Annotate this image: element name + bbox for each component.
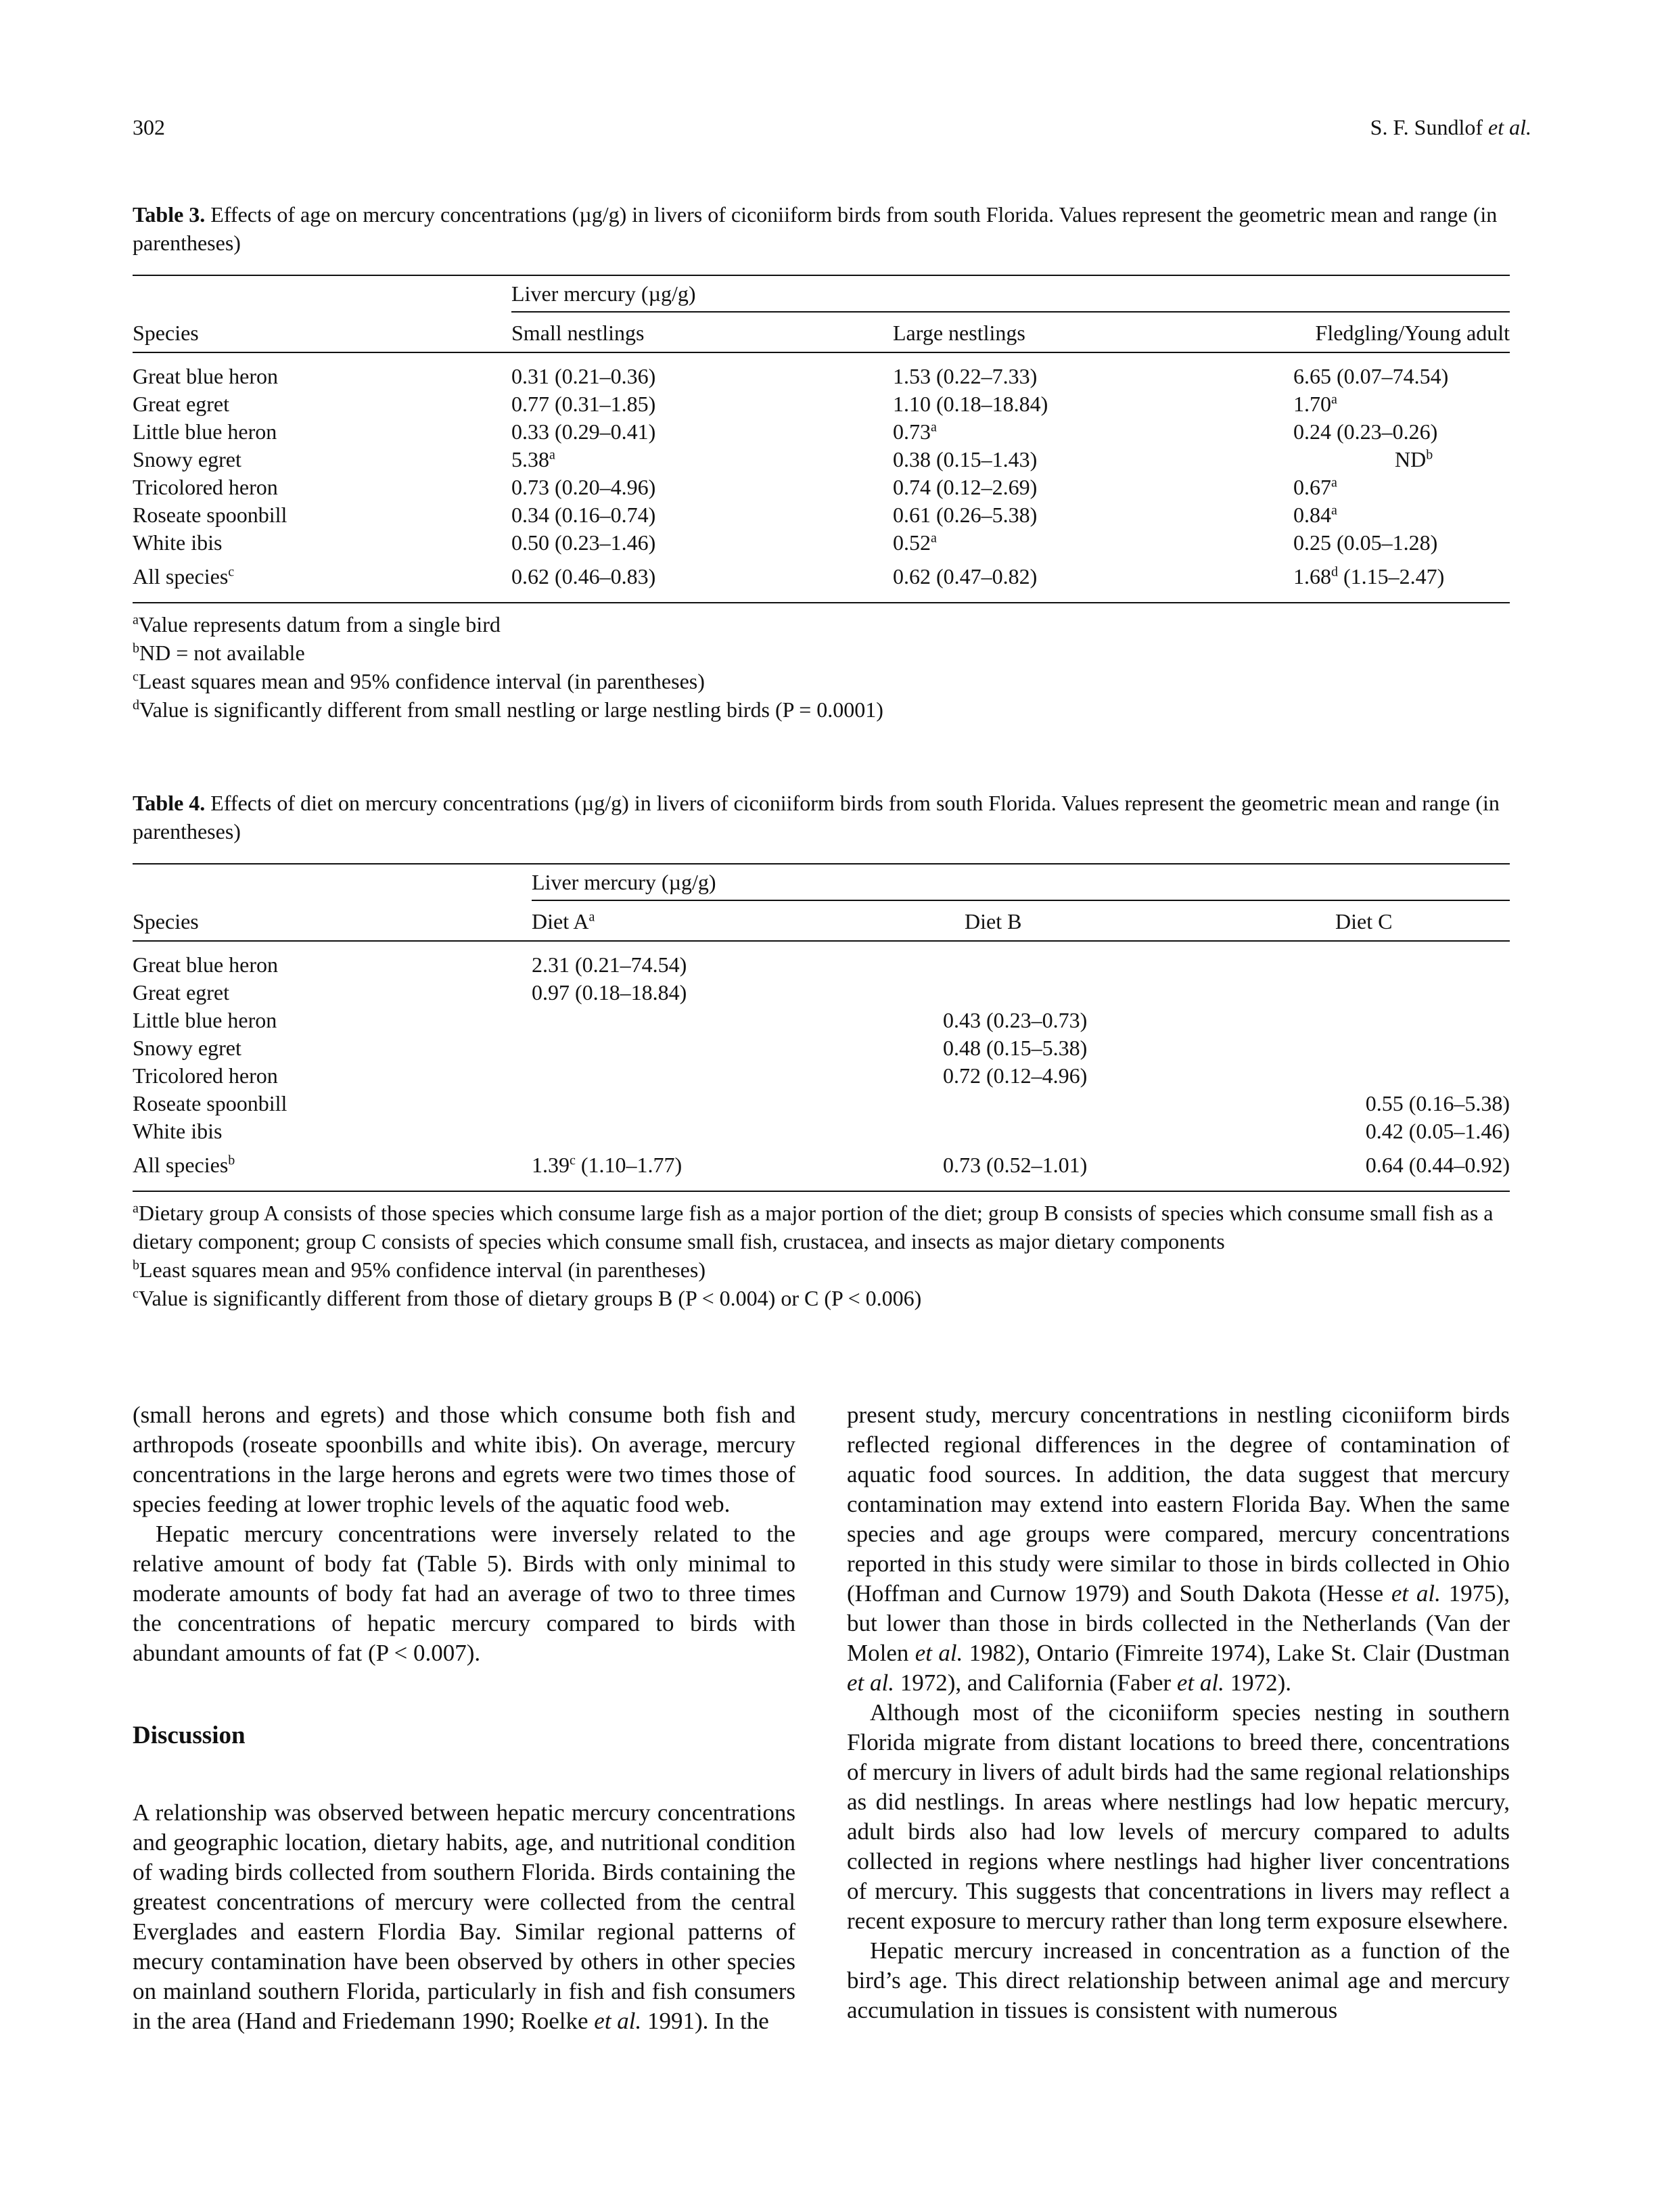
table-row-species: Tricolored heron <box>133 1063 278 1088</box>
table-row-small <box>511 418 655 445</box>
table-row-small <box>511 390 655 417</box>
table-row-large <box>893 529 937 556</box>
table-row-fledge <box>1293 474 1337 501</box>
table-row-fledge-value: 0.24 (0.23–0.26) <box>1293 419 1438 444</box>
table-row-diet-a: 0.97 (0.18–18.84) <box>532 980 687 1005</box>
footnote-text: Dietary group A consists of those species which consume large fish as a major portion of the diet; group B consists of species which consume small fish as a dietary component; group C consists of species which consume small fish, crustacea, and insects as major dietary components <box>133 1201 1494 1253</box>
table-row-large-value: 0.52 <box>893 530 931 555</box>
table-row-diet-c: 0.42 (0.05–1.46) <box>1365 1119 1510 1143</box>
right-paragraph-2: Although most of the ciconiiform species nesting in southern Florida migrate from distant locations to breed there, concentrations of mercury in livers of adult birds had the same regional relationships as did nestlings. In areas where nestlings had low hepatic mercury, adult birds also had low levels of mercury compared to adults collected in regions where nestlings had higher liver concentrations of mercury. This suggests that concentrations in livers may reflect a recent exposure to mercury rather than long term exposure elsewhere. <box>847 1699 1510 1934</box>
table-row-large-sup: a <box>931 419 937 435</box>
footnote-text: Value is significantly different from small nestling or large nestling birds (P = 0.0001) <box>139 697 883 722</box>
right-p1-et-al-2: et al. <box>915 1640 963 1666</box>
table-row-small-value: 0.34 (0.16–0.74) <box>511 503 656 527</box>
left-paragraph-3 <box>133 1798 795 2036</box>
table-total-diet-a-value: 1.39 <box>532 1153 570 1177</box>
footnote <box>133 1284 1510 1312</box>
footnote <box>133 1199 1510 1255</box>
footnote-mark: c <box>133 1286 139 1301</box>
table-row-small-value: 5.38 <box>511 447 549 471</box>
table-total-species-value: All species <box>133 1153 229 1177</box>
table-row-species: Snowy egret <box>133 447 241 471</box>
footnote <box>133 1255 1510 1284</box>
table-row-small <box>511 474 655 501</box>
table-3-caption <box>133 200 1510 257</box>
footnote <box>133 695 1510 724</box>
table-3-col-large: Large nestlings <box>893 321 1025 345</box>
table-row-fledge <box>1293 418 1437 445</box>
left-paragraph-2: Hepatic mercury concentrations were inversely related to the relative amount of body fat (Table 5). Birds with only minimal to moderate amounts of body fat had an average of two to three times the concentrations of hepatic mercury compared to birds with abundant amounts of fat (P < 0.007). <box>133 1521 795 1666</box>
table-3-group-header: Liver mercury (µg/g) <box>511 281 696 306</box>
page-number: 302 <box>133 115 165 139</box>
table-row-large <box>893 501 1037 528</box>
footnote <box>133 610 1510 639</box>
table-4-grid <box>133 846 1510 1199</box>
table-row-large-value: 0.73 <box>893 419 931 444</box>
table-total-species <box>133 1151 235 1178</box>
table-row-diet-c: 0.55 (0.16–5.38) <box>1365 1091 1510 1115</box>
footnote-mark: a <box>133 1201 139 1216</box>
table-row-diet-b: 0.72 (0.12–4.96) <box>943 1063 1088 1088</box>
table-row-large <box>893 446 1037 473</box>
table-4-label: Table 4. <box>133 791 206 815</box>
table-row-species: Great blue heron <box>133 952 279 977</box>
table-3-label: Table 3. <box>133 202 206 227</box>
table-total-diet-a <box>532 1151 682 1178</box>
table-row-small-value: 0.33 (0.29–0.41) <box>511 419 656 444</box>
table-row-species: Little blue heron <box>133 419 277 444</box>
authors-text: S. F. Sundlof <box>1370 115 1489 139</box>
table-total-diet-c: 0.64 (0.44–0.92) <box>1365 1153 1510 1177</box>
running-head-authors <box>1370 115 1531 140</box>
right-column <box>847 1400 1510 2025</box>
right-paragraph-1 <box>847 1400 1510 1698</box>
right-p1-c: 1982), Ontario (Fimreite 1974), Lake St. Clair (Dustman <box>963 1640 1510 1666</box>
table-row-fledge-value: 6.65 (0.07–74.54) <box>1293 364 1449 388</box>
table-3-col-small: Small nestlings <box>511 321 645 345</box>
table-3-col-fledge: Fledgling/Young adult <box>1315 321 1510 345</box>
table-row-diet-b: 0.48 (0.15–5.38) <box>943 1036 1088 1060</box>
authors-et-al: et al. <box>1488 115 1531 139</box>
table-row-fledge-value: 0.25 (0.05–1.28) <box>1293 530 1438 555</box>
table-total-diet-a-sup: c <box>570 1153 576 1168</box>
diet-a-label: Diet A <box>532 909 589 934</box>
table-3-col-species: Species <box>133 321 199 345</box>
right-p1-b: 1975), but lower than those in birds collected in the Netherlands (Van der Molen <box>847 1580 1510 1666</box>
table-row-small-sup: a <box>549 447 555 463</box>
table-row-small-value: 0.73 (0.20–4.96) <box>511 475 656 499</box>
table-row-fledge <box>1395 446 1433 473</box>
table-total-species-value: All species <box>133 564 229 589</box>
right-p1-et-al-1: et al. <box>1391 1580 1441 1607</box>
footnote-text: Value is significantly different from those of dietary groups B (P < 0.004) or C (P < 0.006) <box>138 1286 922 1310</box>
table-row-large-value: 1.10 (0.18–18.84) <box>893 392 1048 416</box>
table-3-header-rule <box>133 352 1510 353</box>
table-3-group-rule <box>511 311 1510 313</box>
table-row-fledge-sup: a <box>1331 475 1337 490</box>
table-4-group-header: Liver mercury (µg/g) <box>532 870 716 894</box>
table-3-grid <box>133 257 1510 610</box>
table-row-small <box>511 501 655 528</box>
table-total-species <box>133 563 234 590</box>
table-row-large <box>893 363 1037 390</box>
table-total-fledge-sup: d <box>1331 564 1338 580</box>
right-p1-d: 1972), and California (Faber <box>894 1669 1177 1696</box>
diet-a-sup: a <box>588 909 595 925</box>
table-4 <box>133 789 1510 1312</box>
left-column <box>133 1400 795 2036</box>
table-row-small-value: 0.31 (0.21–0.36) <box>511 364 656 388</box>
table-row-species: White ibis <box>133 530 223 555</box>
table-row-species: Great egret <box>133 980 230 1005</box>
left-p3-b: 1991). In the <box>641 2008 769 2034</box>
left-paragraph-1: (small herons and egrets) and those which consume both fish and arthropods (roseate spoonbills and white ibis). On average, mercury concentrations in the large herons and egrets were two times those of species feeding at lower trophic levels of the aquatic food web. <box>133 1402 795 1517</box>
left-p3-et-al: et al. <box>594 2008 642 2034</box>
table-row-diet-a: 2.31 (0.21–74.54) <box>532 952 687 977</box>
table-4-col-species: Species <box>133 909 199 934</box>
footnote-mark: d <box>133 697 139 713</box>
table-4-bottom-rule <box>133 1191 1510 1192</box>
right-p1-et-al-4: et al. <box>1176 1669 1224 1696</box>
table-row-small-value: 0.50 (0.23–1.46) <box>511 530 656 555</box>
table-row-species: White ibis <box>133 1119 223 1143</box>
table-row-species: Great blue heron <box>133 364 279 388</box>
table-row-fledge <box>1293 363 1448 390</box>
table-total-diet-b: 0.73 (0.52–1.01) <box>943 1153 1088 1177</box>
table-row-species: Great egret <box>133 392 230 416</box>
table-row-large <box>893 418 937 445</box>
footnote-text: ND = not available <box>139 641 305 665</box>
footnote-text: Value represents datum from a single bird <box>138 612 501 637</box>
right-p1-et-al-3: et al. <box>847 1669 894 1696</box>
table-row-fledge <box>1293 390 1337 417</box>
table-row-species: Snowy egret <box>133 1036 241 1060</box>
table-3-bottom-rule <box>133 602 1510 603</box>
running-head <box>133 115 1531 149</box>
table-total-fledge <box>1293 563 1444 590</box>
section-heading-discussion: Discussion <box>133 1722 246 1749</box>
table-row-large-value: 0.74 (0.12–2.69) <box>893 475 1038 499</box>
table-row-fledge-value: ND <box>1395 447 1427 471</box>
table-total-large: 0.62 (0.47–0.82) <box>893 564 1038 589</box>
table-4-caption <box>133 789 1510 846</box>
table-row-fledge-value: 1.70 <box>1293 392 1331 416</box>
table-row-small <box>511 529 655 556</box>
table-3-footnotes <box>133 610 1510 724</box>
left-p3-a: A relationship was observed between hepatic mercury concentrations and geographic location, dietary habits, age, and nutritional condition of wading birds collected from southern Florida. Birds containing the greatest concentrations of mercury were collected from the central Everglades and eastern Flordia Bay. Similar regional patterns of mecury contamination have been observed by others in other species on mainland southern Florida, particularly in fish and fish consumers in the area (Hand and Friedemann 1990; Roelke <box>133 1799 795 2034</box>
table-total-fledge-rest: (1.15–2.47) <box>1338 564 1445 589</box>
table-row-fledge-value: 0.67 <box>1293 475 1331 499</box>
table-4-header-rule <box>133 940 1510 942</box>
right-p1-a: present study, mercury concentrations in nestling ciconiiform birds reflected regional differences in the degree of contamination of aquatic food sources. In addition, the data suggest that mercury contamination may extend into eastern Florida Bay. When the same species and age groups were compared, mercury concentrations reported in this study were similar to those in birds collected in Ohio (Hoffman and Curnow 1979) and South Dakota (Hesse <box>847 1402 1510 1607</box>
table-3-top-rule <box>133 275 1510 276</box>
table-total-small: 0.62 (0.46–0.83) <box>511 564 656 589</box>
table-row-fledge-value: 0.84 <box>1293 503 1331 527</box>
table-4-col-diet-c: Diet C <box>1335 909 1393 934</box>
table-row-large-value: 0.61 (0.26–5.38) <box>893 503 1038 527</box>
right-p1-e: 1972). <box>1224 1669 1292 1696</box>
right-paragraph-3: Hepatic mercury increased in concentration as a function of the bird’s age. This direct relationship between animal age and mercury accumulation in tissues is consistent with numerous <box>847 1937 1510 2023</box>
table-row-large <box>893 390 1048 417</box>
table-row-small <box>511 446 555 473</box>
table-row-fledge-sup: b <box>1426 447 1433 463</box>
table-4-col-diet-a <box>532 908 595 935</box>
table-4-top-rule <box>133 863 1510 865</box>
table-row-species: Tricolored heron <box>133 475 278 499</box>
table-row-fledge <box>1293 529 1437 556</box>
table-total-species-sup: c <box>228 564 235 580</box>
table-row-diet-b: 0.43 (0.23–0.73) <box>943 1008 1088 1032</box>
table-total-species-sup: b <box>228 1153 235 1168</box>
table-row-fledge-sup: a <box>1331 503 1337 518</box>
table-4-col-diet-b: Diet B <box>965 909 1022 934</box>
footnote-mark: b <box>133 641 139 656</box>
footnote-text: Least squares mean and 95% confidence interval (in parentheses) <box>138 669 705 693</box>
table-row-species: Roseate spoonbill <box>133 1091 287 1115</box>
footnote-mark: a <box>133 612 139 628</box>
footnote-mark: c <box>133 669 139 685</box>
table-row-small <box>511 363 655 390</box>
table-4-footnotes <box>133 1199 1510 1312</box>
table-total-diet-a-rest: (1.10–1.77) <box>575 1153 683 1177</box>
table-row-fledge <box>1293 501 1337 528</box>
table-total-fledge-value: 1.68 <box>1293 564 1331 589</box>
table-row-large <box>893 474 1037 501</box>
table-row-species: Roseate spoonbill <box>133 503 287 527</box>
footnote <box>133 639 1510 667</box>
footnote-text: Least squares mean and 95% confidence interval (in parentheses) <box>139 1258 706 1282</box>
footnote <box>133 667 1510 695</box>
table-row-small-value: 0.77 (0.31–1.85) <box>511 392 656 416</box>
table-row-large-value: 0.38 (0.15–1.43) <box>893 447 1038 471</box>
footnote-mark: b <box>133 1258 139 1273</box>
table-row-large-sup: a <box>931 530 937 546</box>
table-3 <box>133 200 1510 724</box>
table-row-fledge-sup: a <box>1331 392 1337 407</box>
table-3-caption-text: Effects of age on mercury concentrations (µg/g) in livers of ciconiiform birds from south Florida. Values represent the geometric mean and range (in parentheses) <box>133 202 1498 255</box>
table-4-group-rule <box>532 900 1510 901</box>
table-row-large-value: 1.53 (0.22–7.33) <box>893 364 1038 388</box>
table-row-species: Little blue heron <box>133 1008 277 1032</box>
table-4-caption-text: Effects of diet on mercury concentrations (µg/g) in livers of ciconiiform birds from south Florida. Values represent the geometric mean and range (in parentheses) <box>133 791 1500 844</box>
